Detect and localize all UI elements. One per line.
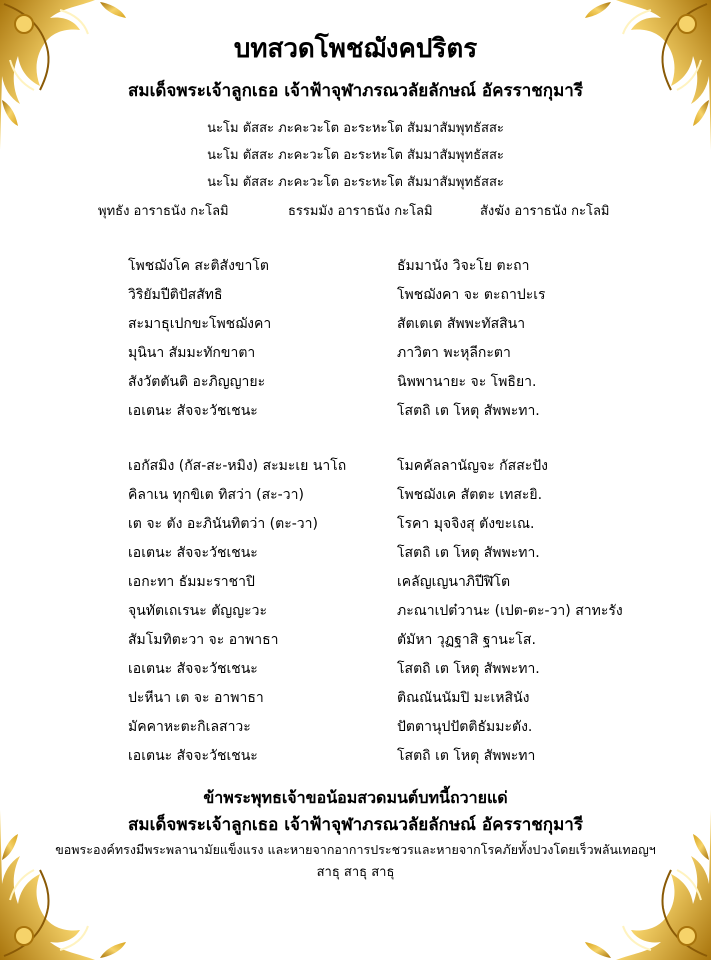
verse-right: โรคา มุจจิงสุ ตังขะเณ. (397, 516, 535, 532)
stanza-gap (0, 426, 711, 452)
verse-left: วิริยัมปีติปัสสัทธิ (128, 287, 223, 303)
verse-row (0, 684, 711, 713)
dedication-line: ข้าพระพุทธเจ้าขอน้อมสวดมนต์บทนี้ถวายแด่ (203, 788, 508, 807)
verse-right: โสตถิ เต โหตุ สัพพะทา. (397, 545, 540, 561)
refuge-dhamma: ธรรมมัง อาราธนัง กะโลมิ (288, 204, 433, 219)
verse-right: ภาวิตา พะหุลีกะตา (397, 345, 511, 361)
verse-row (0, 310, 711, 339)
verse-right: ธัมมานัง วิจะโย ตะถา (397, 258, 530, 274)
verse-right: โสตถิ เต โหตุ สัพพะทา (397, 748, 536, 764)
verse-left: มัคคาหะตะกิเลสาวะ (128, 719, 251, 735)
verse-row (0, 397, 711, 426)
verse-left: เอเตนะ สัจจะวัชเชนะ (128, 748, 258, 764)
verse-left: สังวัตตันติ อะภิญญายะ (128, 374, 266, 390)
verse-row (0, 481, 711, 510)
refuge-sangha: สังฆัง อาราธนัง กะโลมิ (480, 204, 610, 219)
verse-row (0, 510, 711, 539)
verse-row (0, 281, 711, 310)
verse-right: ตัมัหา วุฏฐาสิ ฐานะโส. (397, 632, 536, 648)
verse-left: เอเตนะ สัจจะวัชเชนะ (128, 661, 258, 677)
dedication-subtitle: สมเด็จพระเจ้าลูกเธอ เจ้าฟ้าจุฬาภรณวลัยลักษณ์ อัครราชกุมารี (128, 81, 583, 101)
verse-left: มุนินา สัมมะทักขาตา (128, 345, 256, 361)
namo-line: นะโม ตัสสะ ภะคะวะโต อะระหะโต สัมมาสัมพุทธัสสะ (207, 121, 504, 136)
sadhu-line: สาธุ สาธุ สาธุ (316, 865, 395, 880)
verse-right: ปัตตานุปปัตติธัมมะตัง. (397, 719, 533, 735)
closing-dedication (0, 785, 711, 885)
page-title: บทสวดโพชฌังคปริตร (233, 34, 478, 64)
namo-line: นะโม ตัสสะ ภะคะวะโต อะระหะโต สัมมาสัมพุทธัสสะ (207, 148, 504, 163)
verse-row (0, 655, 711, 684)
verse-left: สะมาธุเปกขะโพชฌังคา (128, 316, 272, 332)
verse-right: ภะณาเปต๋วานะ (เปต-ตะ-วา) สาทะรัง (397, 603, 623, 619)
verse-right: โสตถิ เต โหตุ สัพพะทา. (397, 661, 540, 677)
verse-right: สัตเตเต สัพพะทัสสินา (397, 316, 526, 332)
refuge-buddha: พุทธัง อาราธนัง กะโลมิ (98, 204, 229, 219)
verse-row (0, 626, 711, 655)
namo-invocation (0, 115, 711, 196)
verse-row (0, 368, 711, 397)
verse-row (0, 252, 711, 281)
verse-row (0, 339, 711, 368)
verse-row (0, 742, 711, 771)
verse-left: เอเตนะ สัจจะวัชเชนะ (128, 403, 258, 419)
verse-left: เอเตนะ สัจจะวัชเชนะ (128, 545, 258, 561)
verse-row (0, 568, 711, 597)
verse-right: โมคคัลลานัญจะ กัสสะปัง (397, 458, 548, 474)
verse-left: เอกะทา ธัมมะราชาปิ (128, 574, 255, 590)
verse-left: โพชฌังโค สะติสังขาโต (128, 258, 269, 274)
verse-left: จุนทัตเถเรนะ ตัญญะวะ (128, 603, 268, 619)
chant-verses (0, 252, 711, 771)
verse-right: เคลัญเญนาภิปีฬิโต (397, 574, 511, 590)
verse-right: โพชฌังคา จะ ตะถาปะเร (397, 287, 546, 303)
verse-left: สัมโมทิตะวา จะ อาพาธา (128, 632, 279, 648)
verse-left: เต จะ ตัง อะภินันทิตว่า (ตะ-วา) (128, 516, 318, 532)
verse-row (0, 597, 711, 626)
dedication-name: สมเด็จพระเจ้าลูกเธอ เจ้าฟ้าจุฬาภรณวลัยลักษณ์ อัครราชกุมารี (128, 815, 583, 835)
verse-row (0, 539, 711, 568)
verse-row (0, 713, 711, 742)
refuge-line (0, 201, 711, 223)
verse-left: ปะหีนา เต จะ อาพาธา (128, 690, 264, 706)
namo-line: นะโม ตัสสะ ภะคะวะโต อะระหะโต สัมมาสัมพุทธัสสะ (207, 175, 504, 190)
verse-right: โพชฌังเค สัตตะ เทสะยิ. (397, 487, 543, 503)
verse-left: คิลาเน ทุกขิเต ทิสว่า (สะ-วา) (128, 487, 304, 503)
blessing-line: ขอพระองค์ทรงมีพระพลานามัยแข็งแรง และหายจากอาการประชวรและหายจากโรคภัยทั้งปวงโดยเร็วพลันเทอญฯ (55, 842, 656, 857)
verse-right: นิพพานายะ จะ โพธิยา. (397, 374, 537, 390)
verse-right: โสตถิ เต โหตุ สัพพะทา. (397, 403, 540, 419)
verse-right: ติณณันนัมปิ มะเหสินัง (397, 690, 530, 706)
verse-row (0, 452, 711, 481)
verse-left: เอกัสมิง (กัส-สะ-หมิง) สะมะเย นาโถ (128, 458, 347, 474)
